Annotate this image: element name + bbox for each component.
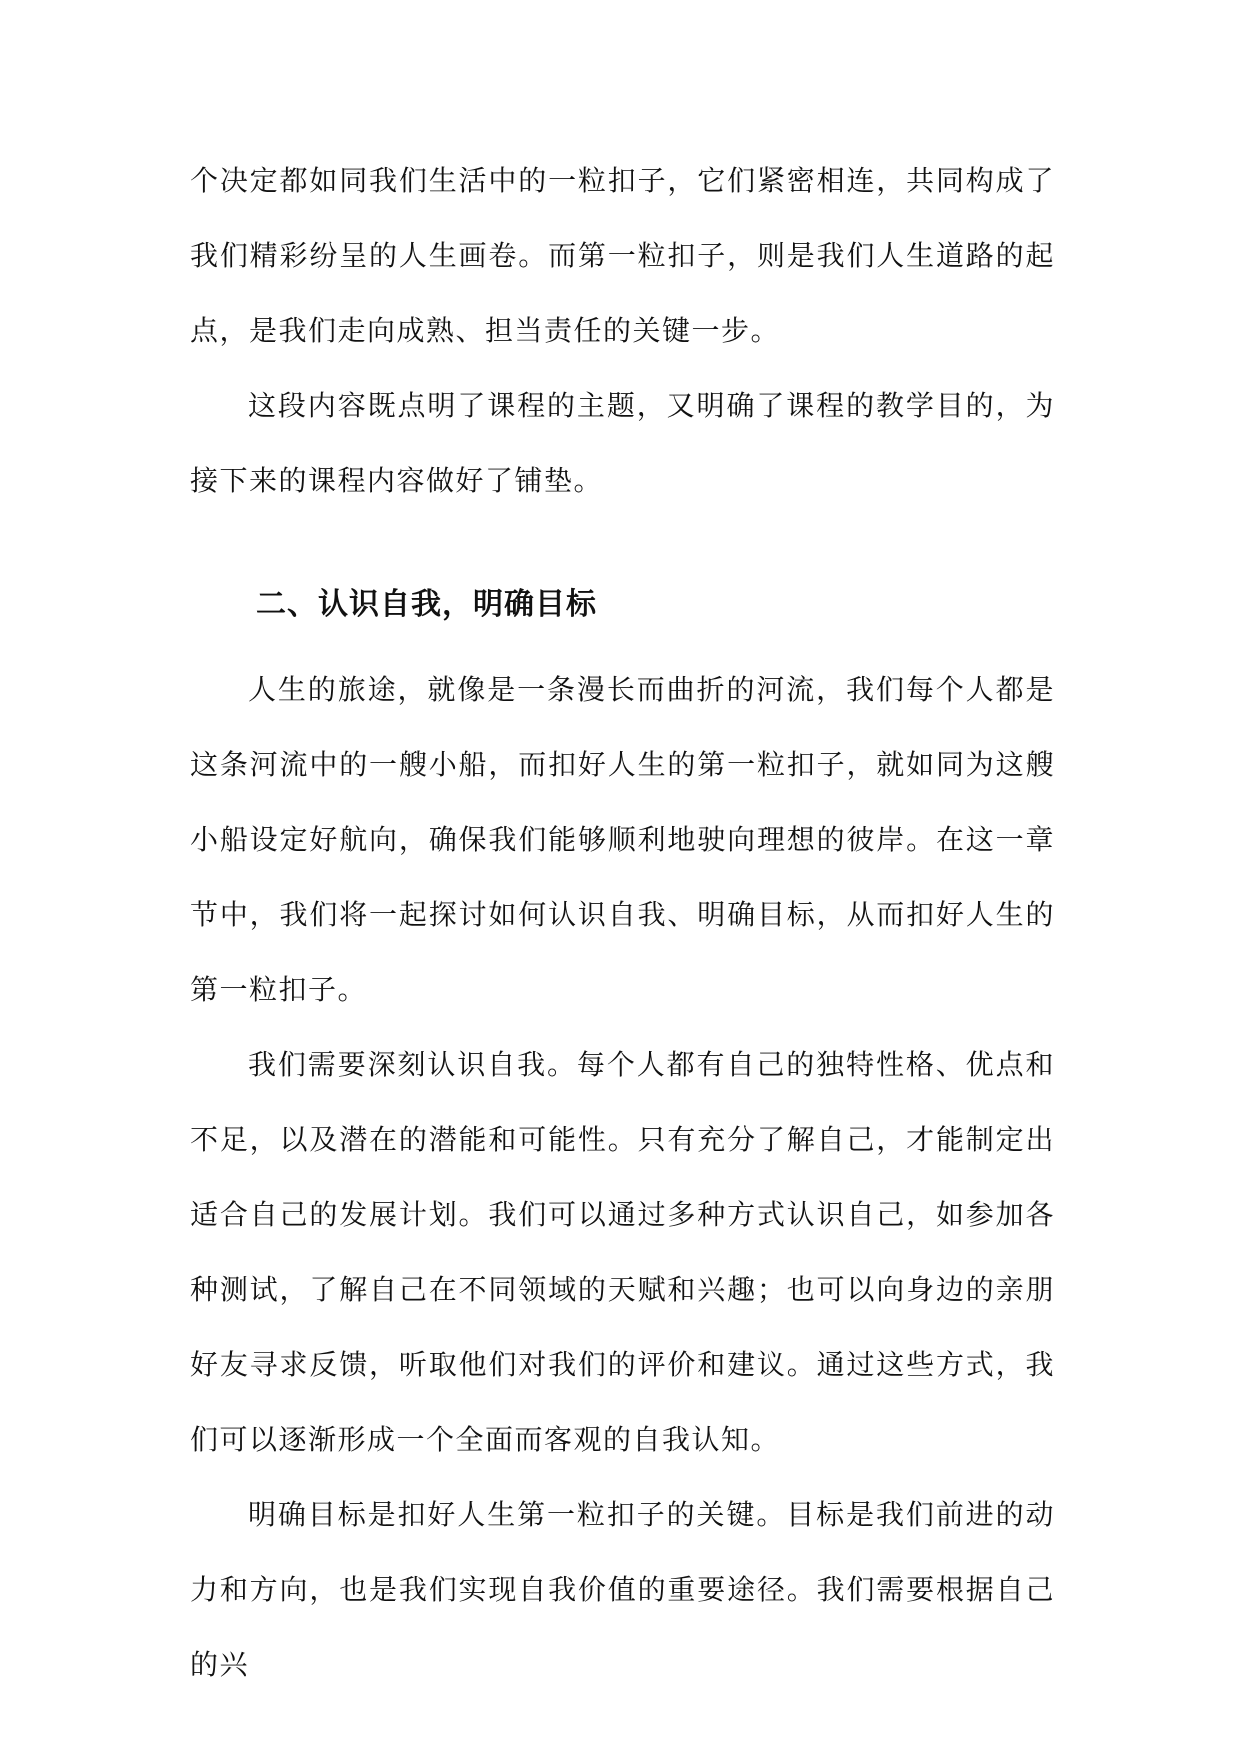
paragraph-clear-goals: 明确目标是扣好人生第一粒扣子的关键。目标是我们前进的动力和方向，也是我们实现自我价值的重要途径。我们需要根据自己的兴: [190, 1498, 1055, 1681]
paragraph-course-summary: 这段内容既点明了课程的主题，又明确了课程的教学目的，为接下来的课程内容做好了铺垫。: [190, 389, 1055, 497]
paragraph-continuation: 个决定都如同我们生活中的一粒扣子，它们紧密相连，共同构成了我们精彩纷呈的人生画卷。而第一粒扣子，则是我们人生道路的起点，是我们走向成熟、担当责任的关键一步。: [190, 164, 1055, 347]
document-body: [190, 143, 1055, 1702]
paragraph-know-yourself: 我们需要深刻认识自我。每个人都有自己的独特性格、优点和不足，以及潜在的潜能和可能性。只有充分了解自己，才能制定出适合自己的发展计划。我们可以通过多种方式认识自己，如参加各种测试，了解自己在不同领域的天赋和兴趣；也可以向身边的亲朋好友寻求反馈，听取他们对我们的评价和建议。通过这些方式，我们可以逐渐形成一个全面而客观的自我认知。: [190, 1048, 1055, 1456]
paragraph-life-journey: 人生的旅途，就像是一条漫长而曲折的河流，我们每个人都是这条河流中的一艘小船，而扣好人生的第一粒扣子，就如同为这艘小船设定好航向，确保我们能够顺利地驶向理想的彼岸。在这一章节中，我们将一起探讨如何认识自我、明确目标，从而扣好人生的第一粒扣子。: [190, 673, 1055, 1006]
section-heading: 二、认识自我，明确目标: [256, 587, 597, 622]
